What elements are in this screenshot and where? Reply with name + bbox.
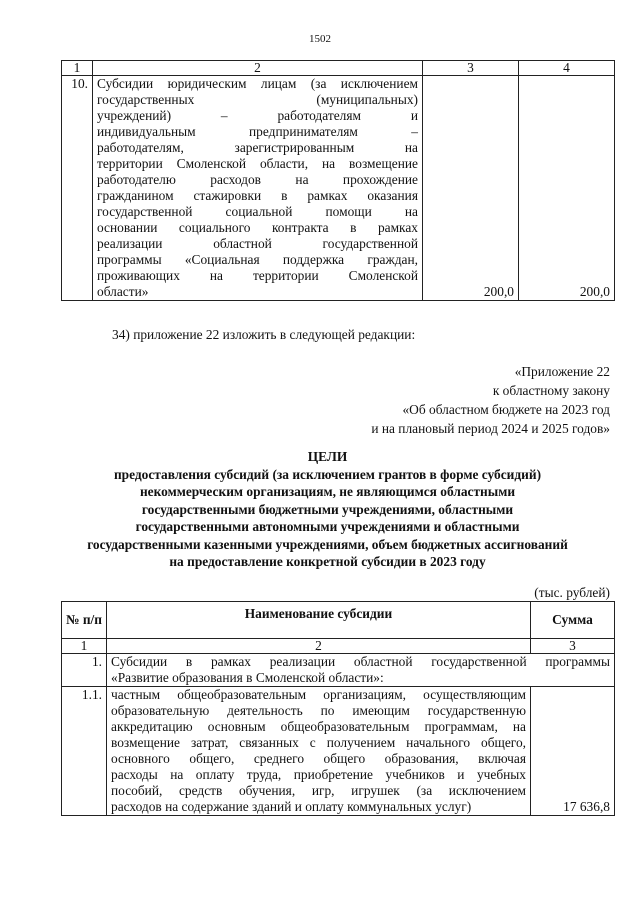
row-description bbox=[107, 687, 531, 816]
table-row bbox=[62, 687, 615, 816]
units-label: (тыс. рублей) bbox=[534, 585, 610, 600]
column-number: 1 bbox=[62, 639, 107, 654]
column-number-row bbox=[62, 639, 615, 654]
document-title bbox=[40, 448, 615, 571]
amendment-item: 34) приложение 22 изложить в следующей редакции: bbox=[112, 327, 416, 342]
appendix-line: «Об областном бюджете на 2023 год bbox=[402, 402, 610, 417]
title-line: государственными автономными учреждениями и областными bbox=[135, 519, 520, 534]
appendix-header bbox=[371, 362, 610, 438]
title-line: некоммерческим организациям, не являющимся областными bbox=[139, 484, 516, 499]
appendix-line: к областному закону bbox=[492, 383, 610, 398]
table-header-row bbox=[62, 61, 615, 76]
row-description bbox=[93, 76, 423, 301]
text-line: индивидуальным предпринимателям – bbox=[97, 124, 418, 139]
title-line: государственными бюджетными учреждениями, областными bbox=[141, 501, 514, 517]
header-cell: 2 bbox=[93, 61, 423, 76]
header-num: № п/п bbox=[62, 602, 107, 639]
text-line: территории Смоленской области, на возмещение bbox=[97, 156, 418, 171]
text-line: возмещение затрат, связанных с получением начального общего, bbox=[111, 735, 526, 750]
value-cell: 200,0 bbox=[423, 76, 519, 301]
title-line: на предоставление конкретной субсидии в 2023 году bbox=[169, 554, 486, 569]
value-cell: 200,0 bbox=[519, 76, 615, 301]
column-number: 3 bbox=[531, 639, 615, 654]
page-number: 1502 bbox=[309, 33, 331, 45]
text-line: проживающих на территории Смоленской bbox=[97, 268, 418, 283]
text-line: работодателям, зарегистрированным на bbox=[97, 140, 418, 155]
table-row bbox=[62, 76, 615, 301]
text-line: гражданином стажировки в рамках оказания bbox=[97, 188, 418, 203]
text-line: государственных (муниципальных) bbox=[97, 92, 418, 107]
text-line: пособий, средств обучения, игр, игрушек (за исключением bbox=[111, 783, 526, 798]
text-line: «Развитие образования в Смоленской области»: bbox=[111, 670, 384, 685]
subsidy-table bbox=[61, 601, 615, 816]
text-line: основании социального контракта в рамках bbox=[97, 220, 418, 235]
text-line: государственной социальной помощи на bbox=[97, 204, 418, 219]
text-line: программы «Социальная поддержка граждан, bbox=[97, 252, 418, 267]
text-line: основного общего, среднего общего образования, включая bbox=[111, 751, 526, 766]
header-cell: 1 bbox=[62, 61, 93, 76]
appendix-line: «Приложение 22 bbox=[514, 364, 610, 379]
sum-cell: 17 636,8 bbox=[531, 687, 615, 816]
title-line: ЦЕЛИ bbox=[307, 449, 348, 464]
header-name: Наименование субсидии bbox=[107, 602, 531, 639]
title-line: предоставления субсидий (за исключением грантов в форме субсидий) bbox=[113, 466, 542, 482]
text-line: Субсидии юридическим лицам (за исключением bbox=[97, 76, 418, 91]
appendix-line: и на плановый период 2024 и 2025 годов» bbox=[371, 421, 610, 436]
text-line: работодателю расходов на прохождение bbox=[97, 172, 418, 187]
text-line: частным общеобразовательным организациям, осуществляющим bbox=[111, 687, 526, 702]
text-line: расходы на оплату труда, приобретение учебников и учебных bbox=[111, 767, 526, 782]
text-line: аккредитацию основным общеобразовательным программам, на bbox=[111, 719, 526, 734]
text-line: области» bbox=[97, 284, 149, 299]
table-header-row bbox=[62, 602, 615, 639]
header-cell: 4 bbox=[519, 61, 615, 76]
header-sum: Сумма bbox=[531, 602, 615, 639]
title-line: государственными казенными учреждениями, объем бюджетных ассигнований bbox=[87, 536, 568, 552]
row-number: 1. bbox=[62, 654, 107, 687]
table-row bbox=[62, 654, 615, 687]
text-line: образовательную деятельность по имеющим государственную bbox=[111, 703, 526, 718]
text-line: реализации областной государственной bbox=[97, 236, 418, 251]
text-line: Субсидии в рамках реализации областной государственной программы bbox=[111, 654, 610, 669]
row-number: 1.1. bbox=[62, 687, 107, 816]
header-cell: 3 bbox=[423, 61, 519, 76]
row-number: 10. bbox=[62, 76, 93, 301]
text-line: учреждений) – работодателям и bbox=[97, 108, 418, 123]
budget-table-continued bbox=[61, 60, 615, 301]
text-line: расходов на содержание зданий и оплату коммунальных услуг) bbox=[111, 799, 472, 814]
column-number: 2 bbox=[107, 639, 531, 654]
row-description bbox=[107, 654, 615, 687]
